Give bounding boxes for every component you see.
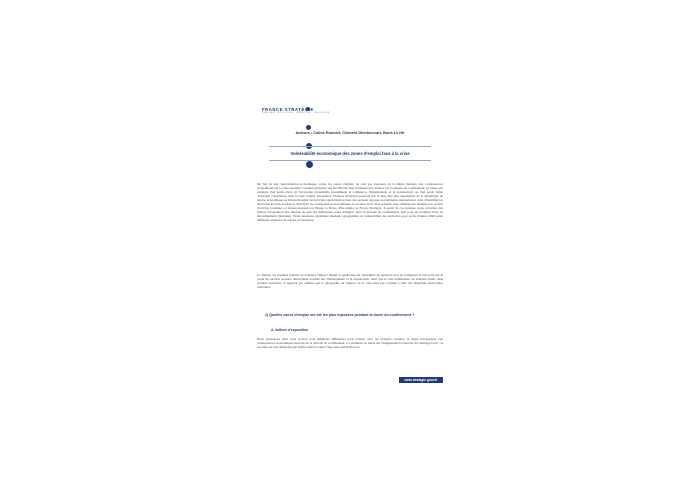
title-rule-bottom	[269, 160, 431, 161]
methods-paragraph: Nous présentons dans cette section trois méthodes différentes pour évaluer avec les données actuelles le degré d'exposition aux conséquences économiques directes de la période de confinement. La première est basée sur l'augmentation observée du chômage local ; la seconde sur une méthodologie établie dans le cadre d'une autre publication de	[257, 337, 443, 350]
logo-tagline: ÉVALUER · ANTICIPER · DÉBATTRE · PROPOSER	[262, 112, 330, 114]
document-title: Vulnérabilité économique des zones d'emploi face à la crise	[290, 151, 410, 156]
document-page	[249, 90, 451, 390]
website-link[interactable]: www.strategie.gouv.fr	[399, 377, 443, 383]
subsection-heading: A. Indices d'exposition	[271, 328, 308, 332]
section-heading: 1) Quelles zones d'emploi ont été les plus exposées pendant la durée du confinement ?	[265, 313, 415, 317]
results-paragraph: Ce faisant, les résultats mettent en évidence l'impact massif et généralisé sur l'ensemble du territoire tout en soulignant le rôle joué par le poids de certains secteurs directement touchés tels l'hébergement et la restauration, ainsi que le rôle stabilisateur de l'emploi public dans certains territoires. Il apparaît par ailleurs que la géographie de l'impact de la crise n'est pas corrélée à celle des inégalités territoriales existantes.	[257, 273, 443, 290]
title-rule-top	[269, 146, 431, 147]
authors-line: Auteurs : Coline Rouvert, Clément Dherbécourt, Boris Le Hir	[295, 131, 405, 135]
intro-paragraph: Du fait de leur spécialisation économique, toutes les zones d'emploi ne sont pas exposées de la même manière aux conséquences économiques de la crise sanitaire. Certains territoires ont été affectés plus fortement que d'autres par la mesure de confinement, en raison par exemple d'un poids élevé de l'économie présentielle (notamment le commerce, l'hébergement et la restauration) ou d'un poids faible d'activités considérées dans la crise comme prioritaires. D'autres territoires pourront par la suite être plus dépendants de la dynamique de reprise économique au niveau mondial du fait d'une spécialisation dans des secteurs exposés au commerce international. Afin d'identifier les territoires les plus touchés et d'analyser les conséquences économiques et sociales de la crise actuelle, nous utilisons les données par secteur d'activité produites au niveau national par l'Insee, la Dares, Pôle emploi et France Stratégie. À partir de ces données, nous calculons des indices d'exposition des emplois au sein des différentes zones d'emploi, pour la période du confinement, puis pour les premiers mois de déconfinement (mai-juin). Nous dessinons également plusieurs géographies de vulnérabilité des territoires pour la fin d'année 2020 selon différents scénarios de reprise économique.	[257, 182, 443, 223]
logo-name: FRANCE STRATÉGIE	[262, 107, 314, 112]
